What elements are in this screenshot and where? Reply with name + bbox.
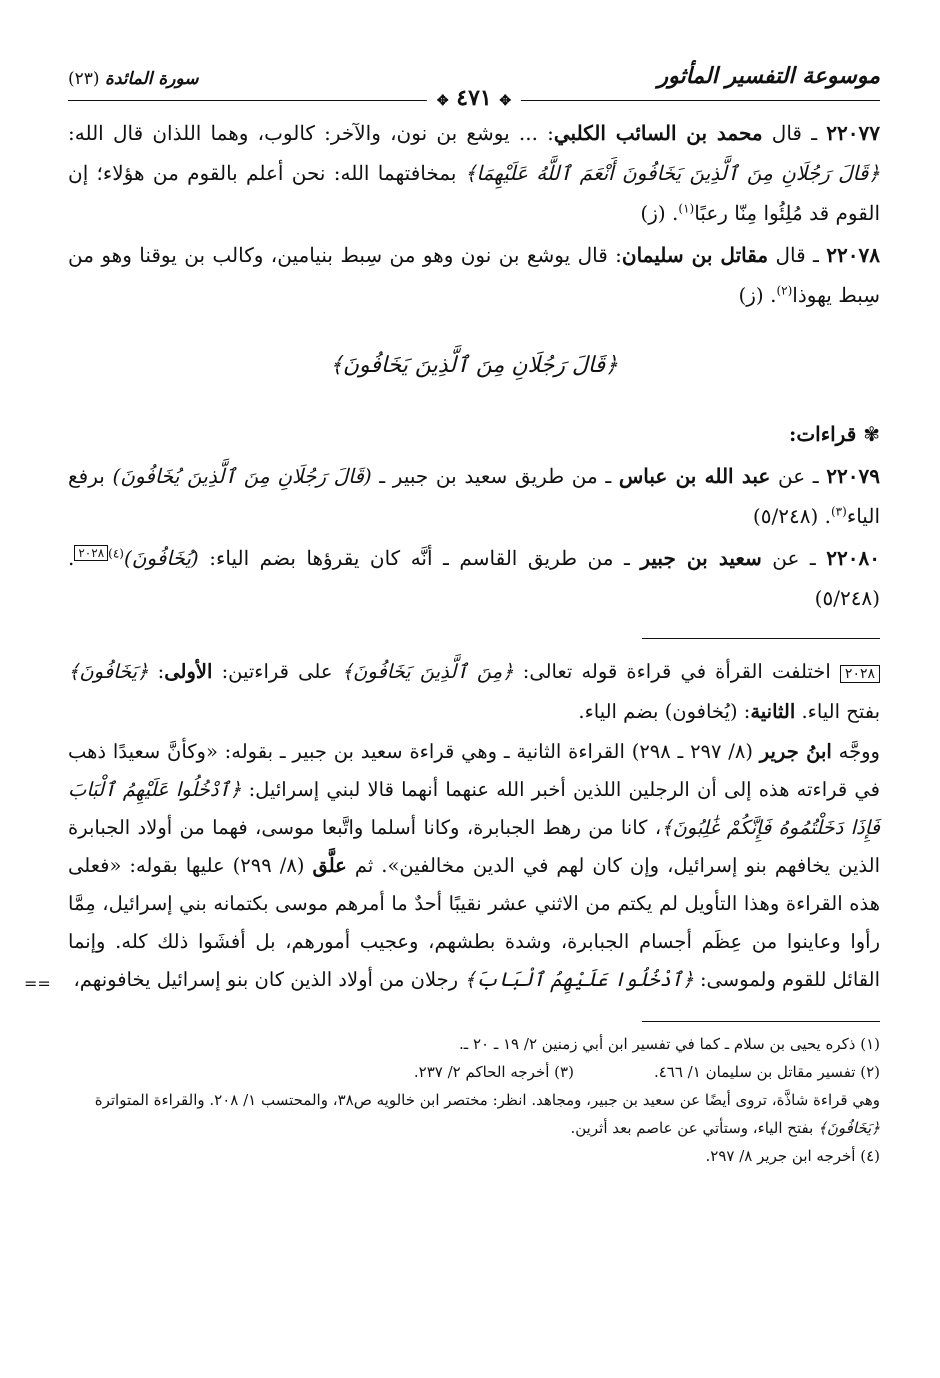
text-run: ، كانا من رهط الجبابرة، وكانا أسلما واتَّبعا موسى، فهما من أولاد الجبابرة الذين يخافهم بنو إسرائيل، وإن كان لهم في الدين مخالفين». ثم bbox=[68, 816, 880, 877]
text-run: : (يُخافون) بضم الياء. bbox=[578, 700, 751, 723]
text-run: . (ز) bbox=[640, 201, 679, 225]
entry bbox=[68, 235, 880, 315]
entry-number: ٢٢٠٧٨ bbox=[826, 243, 880, 267]
text-run: : ... يوشع بن نون، والآخر: كالوب، وهما اللذان قال الله: bbox=[68, 121, 554, 145]
quran-quote: ﴿ٱدْخُلُوا عَلَيْهِمُ ٱلْبَابَ﴾ bbox=[464, 968, 694, 991]
page-header bbox=[68, 55, 880, 111]
quran-quote: ﴿مِنَ ٱلَّذِينَ يَخَافُونَ﴾ bbox=[341, 660, 514, 683]
readings-heading-text: قراءات: bbox=[788, 422, 857, 446]
footnote-row bbox=[68, 1058, 880, 1086]
readings-heading bbox=[68, 414, 880, 454]
bold-name: الثانية bbox=[750, 700, 796, 723]
quran-quote: (قَالَ رَجُلَانِ مِنَ ٱلَّذِينَ يُخَافُونَ) bbox=[112, 464, 372, 488]
bold-name: سعيد بن جبير bbox=[640, 546, 762, 570]
footnote-3: (٣) أخرجه الحاكم ٢/ ٢٣٧. bbox=[413, 1063, 574, 1081]
entry-number: ٢٢٠٨٠ bbox=[826, 546, 881, 570]
footnote-3-continuation bbox=[68, 1086, 880, 1142]
quran-quote: ﴿قَالَ رَجُلَانِ مِنَ ٱلَّذِينَ يَخَافُونَ أَنْعَمَ ٱللَّهُ عَلَيْهِمَا﴾ bbox=[464, 161, 880, 185]
text-run: برفع الياء bbox=[68, 464, 880, 528]
ornament-icon: ✥ bbox=[436, 93, 449, 109]
footnote-ref: (١) bbox=[678, 201, 695, 216]
text-run: : bbox=[148, 660, 165, 683]
text-run: اختلفت القرأة في قراءة قوله تعالى: bbox=[513, 660, 840, 683]
text-run: ووجَّه bbox=[831, 740, 880, 763]
text-run: . (ز) bbox=[738, 283, 777, 307]
note-ref-box: ٢٠٢٨ bbox=[74, 545, 108, 561]
quran-quote: ﴿ٱدْخُلُوا عَلَيْهِمُ ٱلْبَابَ فَإِذَا دَخَلْتُمُوهُ فَإِنَّكُمْ غَٰلِبُونَ﴾ bbox=[68, 778, 880, 839]
text-run: . (٥/٢٤٨) bbox=[752, 504, 831, 528]
entry bbox=[68, 113, 880, 233]
verse-number: (٢٣) bbox=[68, 69, 100, 89]
note-paragraph bbox=[68, 733, 880, 999]
bold-name: الأولى bbox=[164, 660, 213, 683]
footnote-2: (٢) تفسير مقاتل بن سليمان ١/ ٤٦٦. bbox=[653, 1063, 880, 1081]
text-run: على قراءتين: bbox=[212, 660, 342, 683]
quran-quote: ﴿يَخَافُونَ﴾ bbox=[68, 660, 149, 683]
text-run: بمخافتهما الله: نحن أعلم بالقوم من هؤلاء؛ إن القوم قد مُلِئُوا مِنّا رعبًا bbox=[68, 161, 880, 225]
text-run: (٨/ ٢٩٧ ـ ٢٩٨) القراءة الثانية ـ وهي قراءة سعيد بن جبير ـ بقوله: «وكأنَّ سعيدًا ذهب في قراءته هذه إلى أن الرجلين اللذين أخبر الله عنهما أنهما قالا لبني إسرائيل: bbox=[68, 740, 880, 801]
page bbox=[24, 55, 881, 1170]
text-run: رجلان من أولاد الذين كان بنو إسرائيل يخافونهم، bbox=[73, 968, 465, 991]
surah-name: سورة المائدة bbox=[104, 69, 199, 89]
footnote-separator bbox=[642, 1021, 880, 1022]
readings bbox=[68, 456, 880, 618]
text-run: ـ قال bbox=[768, 243, 827, 267]
continuation-mark: == bbox=[24, 974, 51, 993]
note-number-box: ٢٠٢٨ bbox=[840, 665, 880, 683]
bold-name: ابنُ جرير bbox=[759, 740, 832, 763]
footnote-ref: (٣) bbox=[830, 504, 847, 519]
text-run: بفتح الياء. bbox=[795, 700, 880, 723]
entry-number: ٢٢٠٧٧ bbox=[826, 121, 880, 145]
footnote-ref: (٤) bbox=[108, 546, 124, 561]
verse-heading: ﴿قَالَ رَجُلَانِ مِنَ ٱلَّذِينَ يَخَافُونَ﴾ bbox=[329, 353, 619, 378]
footnote-3-text-a: وهي قراءة شاذَّة، تروى أيضًا عن سعيد بن جبير، ومجاهد. انظر: مختصر ابن خالويه ص٣٨، والمحتسب ١/ ٢٠٨. والقراءة المتواترة bbox=[94, 1091, 880, 1109]
text-run: : قال يوشع بن نون وهو من سِبط بنيامين، وكالب بن يوقنا وهو من سِبط يهوذا bbox=[68, 243, 880, 307]
reading-entry bbox=[68, 456, 880, 536]
footnote-3-text-b: بفتح الياء، وستأتي عن عاصم بعد أثرين. bbox=[570, 1119, 819, 1137]
footnote-4: (٤) أخرجه ابن جرير ٨/ ٢٩٧. bbox=[705, 1147, 880, 1165]
page-number bbox=[427, 85, 521, 111]
flower-icon: ✾ bbox=[863, 422, 880, 446]
quran-quote: (يُخَافُونَ) bbox=[123, 546, 199, 570]
bold-name: محمد بن السائب الكلبي bbox=[553, 121, 763, 145]
bold-name: عبد الله بن عباس bbox=[618, 464, 771, 488]
entry-number: ٢٢٠٧٩ bbox=[826, 464, 881, 488]
surah-label bbox=[68, 69, 199, 89]
book-title: موسوعة التفسير المأثور bbox=[657, 63, 880, 89]
text-run: ـ من طريق القاسم ـ أنَّه كان يقرؤها بضم الياء: bbox=[198, 546, 641, 570]
ornament-icon: ✥ bbox=[499, 93, 512, 109]
note-paragraph bbox=[68, 653, 880, 731]
bold-name: مقاتل بن سليمان bbox=[621, 243, 769, 267]
text-run: ـ قال bbox=[762, 121, 827, 145]
text-run: ـ عن bbox=[770, 464, 827, 488]
footnotes bbox=[68, 1030, 880, 1170]
bold-name: علَّق bbox=[312, 854, 347, 877]
text-run: ـ من طريق سعيد بن جبير ـ bbox=[371, 464, 619, 488]
text-run: (٨/ ٢٩٩) عليها بقوله: «فعلى هذه القراءة وهذا التأويل لم يكتم من الاثني عشر نقيبًا أحدٌ ما أمرهم موسى بكتمانه بني إسرائيل، مِمَّا رأوا وعاينوا من عِظَم أجسام الجبابرة، وشدة بطشهم، وعجيب أمورهم، بل أفشَوا ذلك كله. وإنما القائل للقوم ولموسى: bbox=[68, 854, 880, 991]
reading-entry bbox=[68, 538, 880, 618]
footnote-ref: (٢) bbox=[776, 283, 793, 298]
entries bbox=[68, 113, 880, 315]
footnote-3-quran: ﴿يَخَافُونَ﴾ bbox=[818, 1119, 880, 1137]
text-run: ـ عن bbox=[761, 546, 827, 570]
page-number-text: ٤٧١ bbox=[456, 85, 492, 111]
editor-note bbox=[24, 653, 880, 999]
note-separator bbox=[642, 638, 880, 639]
text-run: . (٥/٢٤٨) bbox=[68, 546, 880, 610]
footnote-1: (١) ذكره يحيى بن سلام ـ كما في تفسير ابن أبي زمنين ٢/ ١٩ ـ ٢٠ ـ. bbox=[459, 1035, 880, 1053]
